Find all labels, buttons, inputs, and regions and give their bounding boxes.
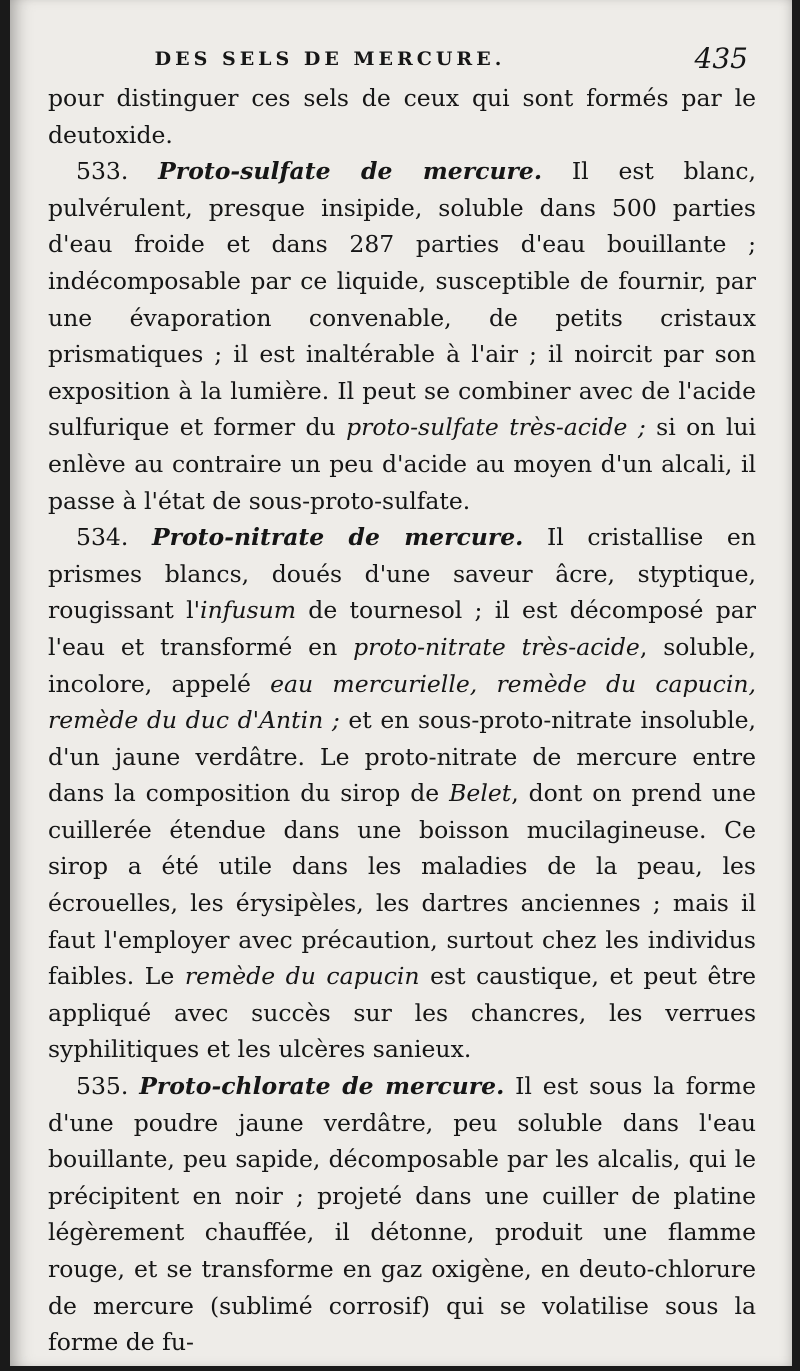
section-number: 535. xyxy=(76,1072,129,1101)
section-italic: Belet xyxy=(449,779,512,808)
section-italic: proto-nitrate très-acide xyxy=(353,632,640,661)
intro-paragraph: pour distinguer ces sels de ceux qui sont formés par le deutoxide. xyxy=(48,84,756,149)
section-534 xyxy=(48,519,756,1068)
section-text: , dont on prend une cuillerée étendue dans une boisson mucilagineuse. Ce sirop a été utile dans les maladies de la peau, les écrouelles, les érysipèles, les dartres anciennes ; mais il faut l'employer avec précaution, surtout chez les individus faibles. Le xyxy=(48,779,756,991)
section-533 xyxy=(48,153,756,519)
section-number: 534. xyxy=(76,523,129,552)
section-italic: proto-sulfate très-acide ; xyxy=(346,413,646,442)
section-italic: eau mercurielle, remède du capucin, remède du duc d'Antin ; xyxy=(48,669,757,735)
body-text xyxy=(48,80,756,1361)
section-italic: remède du capucin xyxy=(184,962,420,991)
book-page xyxy=(10,0,792,1366)
section-number: 533. xyxy=(76,157,129,186)
section-heading: Proto-nitrate de mercure. xyxy=(151,523,524,552)
section-heading: Proto-sulfate de mercure. xyxy=(158,157,543,186)
section-text: est caustique, et peut être appliqué avec succès sur les chancres, les verrues syphilitiques et les ulcères sanieux. xyxy=(48,962,756,1064)
page-number: 435 xyxy=(694,42,748,75)
section-text: Il est sous la forme d'une poudre jaune verdâtre, peu soluble dans l'eau bouillante, peu sapide, décomposable par les alcalis, qui le précipitent en noir ; projeté dans une cuiller de platine légèrement chauffée, il détonne, produit une flamme rouge, et se transforme en gaz oxigène, en deuto-chlorure de mercure (sublimé corrosif) qui se volatilise sous la forme de fu- xyxy=(48,1072,756,1357)
section-text: si on lui enlève au contraire un peu d'acide au moyen d'un alcali, il passe à l'état de sous-proto-sulfate. xyxy=(48,413,757,515)
section-italic: infusum xyxy=(200,596,297,625)
section-text: Il cristallise en prismes blancs, doués d'une saveur âcre, styptique, rougissant l' xyxy=(48,523,756,625)
section-text: Il est blanc, pulvérulent, presque insipide, soluble dans 500 parties d'eau froide et dans 287 parties d'eau bouillante ; indécomposable par ce liquide, susceptible de fournir, par une évaporation convenable, de petits cristaux prismatiques ; il est inaltérable à l'air ; il noircit par son exposition à la lumière. Il peut se combiner avec de l'acide sulfurique et former du xyxy=(48,157,756,442)
section-text: de tournesol ; il est décomposé par l'eau et transformé en xyxy=(48,596,756,661)
section-text: , soluble, incolore, appelé xyxy=(48,632,756,698)
section-535 xyxy=(48,1068,756,1361)
running-head xyxy=(10,44,792,78)
section-text: et en sous-proto-nitrate insoluble, d'un jaune verdâtre. Le proto-nitrate de mercure entre dans la composition du sirop de xyxy=(48,706,756,808)
running-title: DES SELS DE MERCURE. xyxy=(154,48,506,70)
section-heading: Proto-chlorate de mercure. xyxy=(139,1072,505,1101)
